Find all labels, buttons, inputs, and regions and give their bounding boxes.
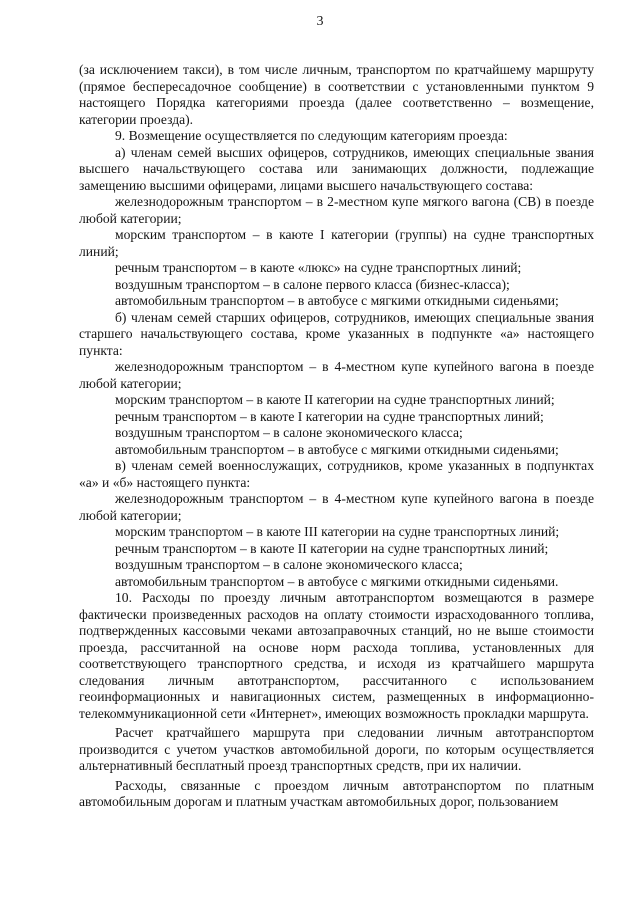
subpoint-a-rail: железнодорожным транспортом – в 2-местном купе мягкого вагона (СВ) в поезде любой категории; <box>79 194 594 226</box>
subpoint-a-auto: автомобильным транспортом – в автобусе с мягкими откидными сиденьями; <box>115 293 559 308</box>
paragraph-toll-roads: Расходы, связанные с проездом личным автотранспортом по платным автомобильным дорогам и платным участкам автомобильных дорог, пользованием <box>79 777 594 809</box>
paragraph-item-10: 10. Расходы по проезду личным автотранспортом возмещаются в размере фактически произведенных расходов на оплату стоимости израсходованного топлива, подтвержденных кассовыми чеками автозаправочных станций, но не выше стоимости проезда, рассчитанной на основе норм расхода топлива, установленных для соответствующего транспортного средства, и исходя из кратчайшего маршрута следования личным автотранспортом, рассчитанного с использованием геоинформационных и навигационных систем, размещенных в информационно-телекоммуникационной сети «Интернет», имеющих возможность прокладки маршрута. <box>79 590 594 721</box>
subpoint-a-sea: морским транспортом – в каюте I категории (группы) на судне транспортных линий; <box>79 227 594 259</box>
subpoint-b-rail: железнодорожным транспортом – в 4-местном купе купейного вагона в поезде любой категории; <box>79 359 594 391</box>
subpoint-b-river: речным транспортом – в каюте I категории на судне транспортных линий; <box>115 408 544 424</box>
subpoint-a-air: воздушным транспортом – в салоне первого класса (бизнес-класса); <box>115 276 510 292</box>
subpoint-v-rail: железнодорожным транспортом – в 4-местном купе купейного вагона в поезде любой категории; <box>79 491 594 523</box>
subpoint-v-air: воздушным транспортом – в салоне экономического класса; <box>115 557 463 572</box>
subpoint-v: в) членам семей военнослужащих, сотрудников, кроме указанных в подпунктах «а» и «б» настоящего пункта: <box>79 458 594 490</box>
page-number: 3 <box>316 14 324 29</box>
subpoint-v-river: речным транспортом – в каюте II категории на судне транспортных линий; <box>115 540 549 556</box>
subpoint-b-auto: автомобильным транспортом – в автобусе с мягкими откидными сиденьями; <box>115 441 559 457</box>
paragraph-route-calculation: Расчет кратчайшего маршрута при следовании личным автотранспортом производится с учетом участков автомобильной дороги, по которым осуществляется альтернативный бесплатный проезд транспортных средств, при их наличии. <box>79 725 594 773</box>
subpoint-v-sea: морским транспортом – в каюте III категории на судне транспортных линий; <box>115 524 560 539</box>
paragraph-continuation: (за исключением такси), в том числе личным, транспортом по кратчайшему маршруту (прямое беспересадочное сообщение) в соответствии с установленными пунктом 9 настоящего Порядка категориями проезда (далее соответственно – возмещение, категории проезда). <box>79 62 594 127</box>
subpoint-v-auto: автомобильным транспортом – в автобусе с мягкими откидными сиденьями. <box>115 573 559 589</box>
subpoint-a: а) членам семей высших офицеров, сотрудников, имеющих специальные звания высшего начальствующего состава или занимающих должности, подлежащие замещению высшими офицерами, лицами высшего начальствующего состава: <box>79 144 594 193</box>
subpoint-a-river: речным транспортом – в каюте «люкс» на судне транспортных линий; <box>115 260 522 275</box>
document-body <box>79 62 594 811</box>
paragraph-item-9: 9. Возмещение осуществляется по следующим категориям проезда: <box>115 128 508 143</box>
subpoint-b-sea: морским транспортом – в каюте II категории на судне транспортных линий; <box>115 392 555 407</box>
subpoint-b: б) членам семей старших офицеров, сотрудников, имеющих специальные звания старшего начальствующего состава, кроме указанных в подпункте «а» настоящего пункта: <box>79 309 594 358</box>
subpoint-b-air: воздушным транспортом – в салоне экономического класса; <box>115 425 463 440</box>
